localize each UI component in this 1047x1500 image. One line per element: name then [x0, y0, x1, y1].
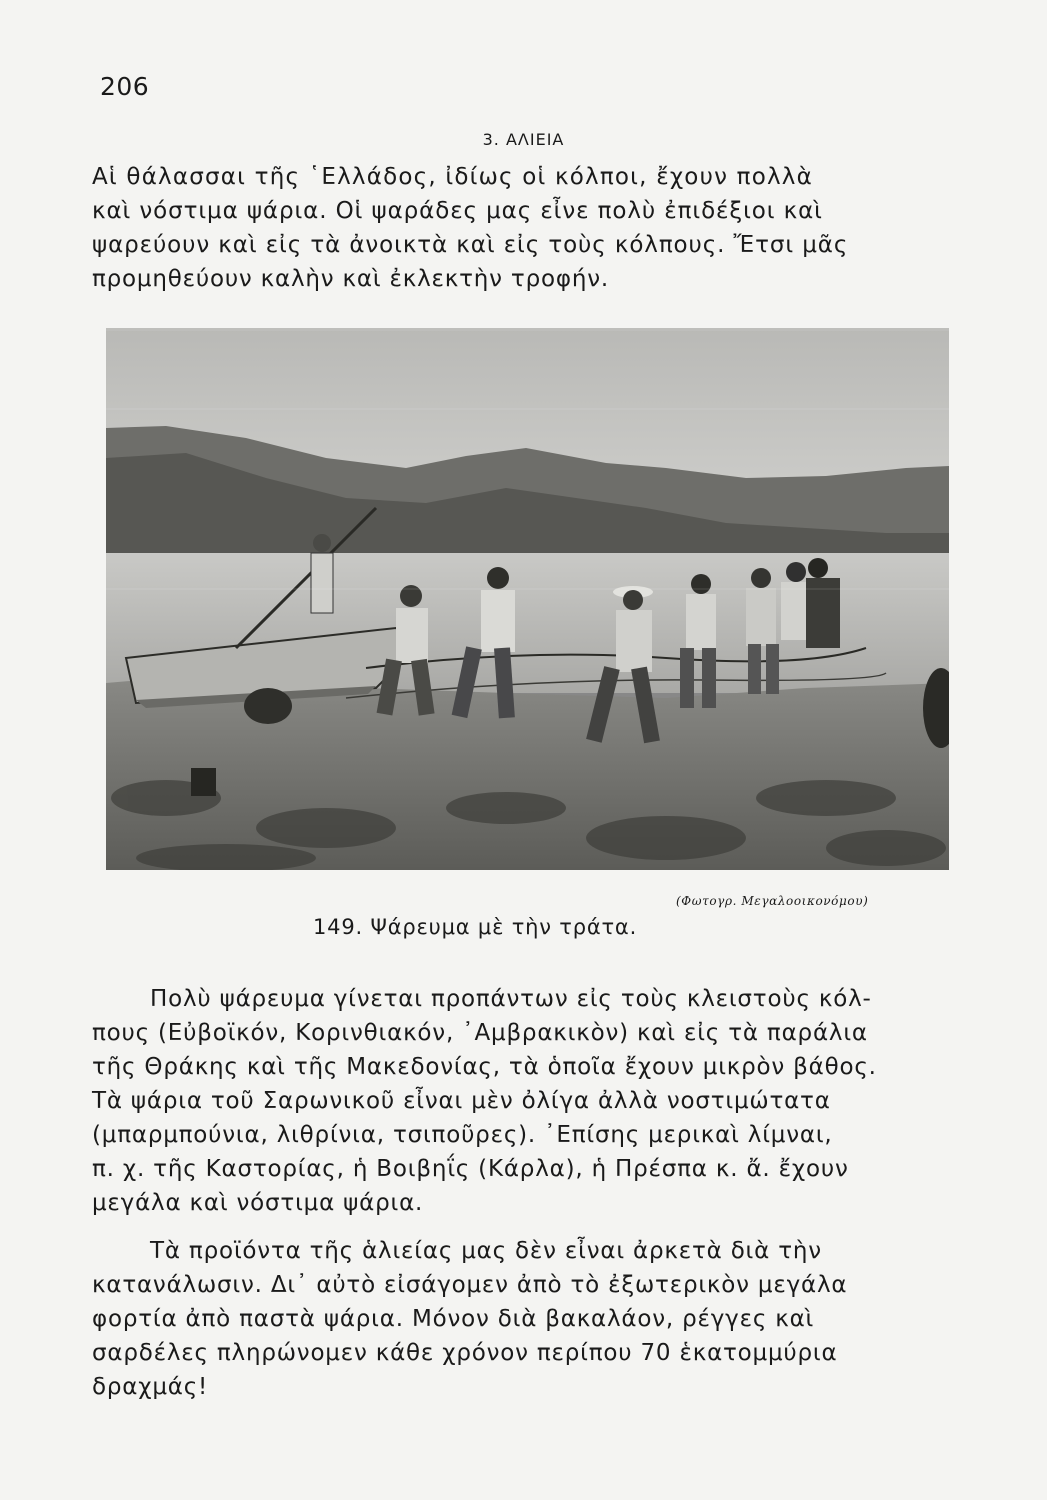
text-line: (μπαρμπούνια, λιθρίνια, τσιποῦρες). ᾿Επίσης μερικαὶ λίμναι, — [92, 1122, 833, 1148]
text-line: πους (Εὐβοϊκόν, Κορινθιακόν, ᾿Αμβρακικὸν) καὶ εἰς τὰ παράλια — [92, 1020, 868, 1046]
text-line: προμηθεύουν καλὴν καὶ ἐκλεκτὴν τροφήν. — [92, 266, 609, 292]
text-line: τῆς Θράκης καὶ τῆς Μακεδονίας, τὰ ὁποῖα ἔχουν μικρὸν βάθος. — [92, 1054, 877, 1080]
body-paragraph-2 — [92, 982, 954, 1220]
fishing-photo — [106, 328, 949, 870]
text-line: Τὰ ψάρια τοῦ Σαρωνικοῦ εἶναι μὲν ὀλίγα ἀλλὰ νοστιμώτατα — [92, 1088, 831, 1114]
text-line: Πολὺ ψάρευμα γίνεται προπάντων εἰς τοὺς κλειστοὺς κόλ- — [150, 986, 872, 1012]
text-line: καὶ νόστιμα ψάρια. Οἱ ψαράδες μας εἶνε πολὺ ἐπιδέξιοι καὶ — [92, 198, 823, 224]
text-line: ψαρεύουν καὶ εἰς τὰ ἀνοικτὰ καὶ εἰς τοὺς κόλπους. Ἔτσι μᾶς — [92, 232, 849, 258]
text-line: δραχμάς! — [92, 1374, 209, 1400]
figure-caption: 149. Ψάρευμα μὲ τὴν τράτα. — [313, 915, 638, 939]
intro-paragraph — [92, 160, 954, 296]
text-line: π. χ. τῆς Καστορίας, ἡ Βοιβηΐς (Κάρλα), ἡ Πρέσπα κ. ἄ. ἔχουν — [92, 1156, 849, 1182]
page-number: 206 — [100, 72, 150, 101]
text-line: σαρδέλες πληρώνομεν κάθε χρόνον περίπου 70 ἑκατομμύρια — [92, 1340, 838, 1366]
text-line: φορτία ἀπὸ παστὰ ψάρια. Μόνον διὰ βακαλάον, ρέγγες καὶ — [92, 1306, 815, 1332]
section-heading: 3. ΑΛΙΕΙΑ — [482, 130, 565, 149]
body-paragraph-3 — [92, 1234, 954, 1404]
text-line: Αἱ θάλασσαι τῆς ῾Ελλάδος, ἰδίως οἱ κόλποι, ἔχουν πολλὰ — [92, 164, 813, 190]
text-line: κατανάλωσιν. Δι᾿ αὐτὸ εἰσάγομεν ἀπὸ τὸ ἐξωτερικὸν μεγάλα — [92, 1272, 848, 1298]
photo-credit: (Φωτογρ. Μεγαλοοικονόμου) — [676, 894, 869, 908]
text-line: Τὰ προϊόντα τῆς ἁλιείας μας δὲν εἶναι ἀρκετὰ διὰ τὴν — [150, 1238, 822, 1264]
text-line: μεγάλα καὶ νόστιμα ψάρια. — [92, 1190, 424, 1216]
